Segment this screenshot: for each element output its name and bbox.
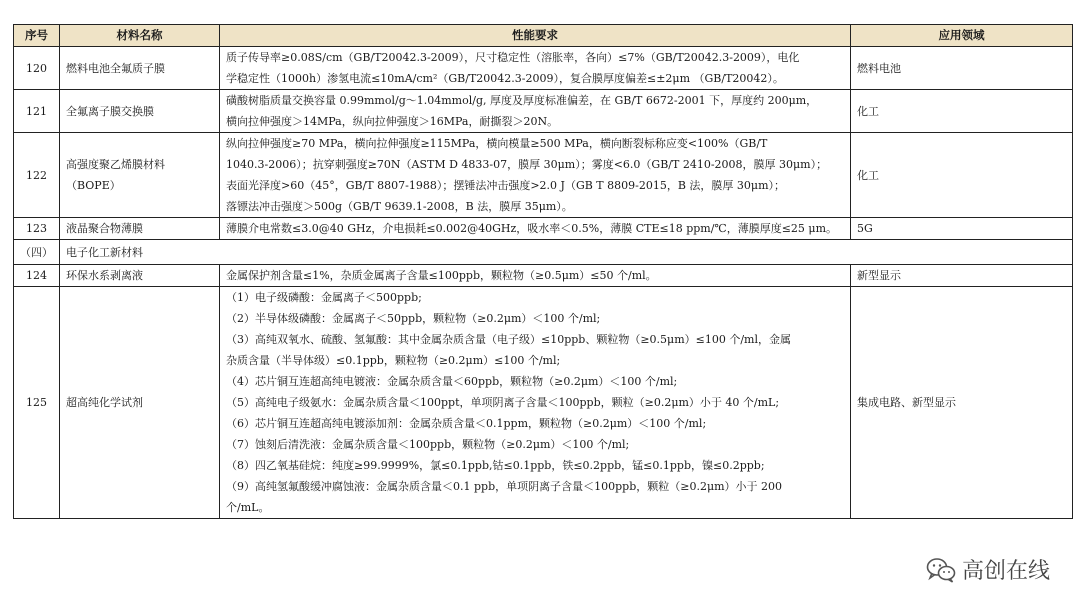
row-no: 124: [14, 265, 60, 287]
perf-line: 横向拉伸强度＞14MPa，纵向拉伸强度＞16MPa，耐撕裂＞20N。: [226, 115, 559, 128]
perf-line: 磺酸树脂质量交换容量 0.99mmol/g～1.04mmol/g, 厚度及厚度标准偏差，在 GB/T 6672-2001 下，厚度约 200μm，: [226, 94, 818, 107]
watermark: [926, 554, 1050, 585]
perf-line: （1）电子级磷酸：金属离子＜500ppb;: [226, 291, 422, 304]
material-name-line: （BOPE）: [66, 179, 121, 192]
perf-line: 个/mL。: [226, 501, 270, 514]
perf-line: （9）高纯氢氟酸缓冲腐蚀液：金属杂质含量＜0.1 ppb，单项阴离子含量＜100ppb，颗粒（≥0.2μm）小于 200: [226, 480, 783, 493]
row-application: 化工: [851, 90, 1073, 133]
row-no: 121: [14, 90, 60, 133]
perf-line: （6）芯片铜互连超高纯电镀添加剂：金属杂质含量＜0.1ppm，颗粒物（≥0.2μm）＜100 个/ml;: [226, 417, 707, 430]
table-header-row: [14, 25, 1073, 47]
row-no: 123: [14, 218, 60, 240]
perf-line: 落镖法冲击强度＞500g（GB/T 9639.1-2008，B 法，膜厚 35μm）。: [226, 200, 573, 213]
table-row: [14, 133, 1073, 218]
row-material-name: 燃料电池全氟质子膜: [60, 47, 220, 90]
row-material-name: 环保水系剥离液: [60, 265, 220, 287]
row-performance: [220, 90, 851, 133]
perf-line: （2）半导体级磷酸：金属离子＜50ppb，颗粒物（≥0.2μm）＜100 个/ml;: [226, 312, 601, 325]
header-no: 序号: [14, 25, 60, 47]
row-performance: [220, 218, 851, 240]
section-title: 电子化工新材料: [60, 240, 1073, 265]
table-row: [14, 90, 1073, 133]
row-material-name: 超高纯化学试剂: [60, 287, 220, 519]
row-application: 新型显示: [851, 265, 1073, 287]
row-no: 120: [14, 47, 60, 90]
row-application: 5G: [851, 218, 1073, 240]
row-no: 125: [14, 287, 60, 519]
row-application: 化工: [851, 133, 1073, 218]
section-no: （四）: [14, 240, 60, 265]
perf-line: （4）芯片铜互连超高纯电镀液：金属杂质含量＜60ppb，颗粒物（≥0.2μm）＜100 个/ml;: [226, 375, 678, 388]
header-name: 材料名称: [60, 25, 220, 47]
material-name-line: 高强度聚乙烯膜材料: [66, 158, 165, 171]
table-row: [14, 47, 1073, 90]
row-application: 燃料电池: [851, 47, 1073, 90]
row-material-name: 全氟离子膜交换膜: [60, 90, 220, 133]
header-performance: 性能要求: [220, 25, 851, 47]
perf-line: 表面光泽度>60（45°，GB/T 8807-1988）；摆锤法冲击强度>2.0 J（GB T 8809-2015，B 法，膜厚 30μm）；: [226, 179, 786, 192]
row-performance: [220, 47, 851, 90]
row-material-name: 液晶聚合物薄膜: [60, 218, 220, 240]
perf-line: （3）高纯双氧水、硫酸、氢氟酸：其中金属杂质含量（电子级）≤10ppb、颗粒物（≥0.5μm）≤100 个/ml，金属: [226, 333, 791, 346]
row-application: 集成电路、新型显示: [851, 287, 1073, 519]
perf-line: （5）高纯电子级氨水：金属杂质含量＜100ppt，单项阴离子含量＜100ppb，颗粒（≥0.2μm）小于 40 个/mL;: [226, 396, 780, 409]
perf-line: 学稳定性（1000h）渗氢电流≤10mA/cm²（GB/T20042.3-2009），复合膜厚度偏差≤±2μm （GB/T20042）。: [226, 72, 784, 85]
wechat-icon: [926, 557, 956, 583]
row-material-name: [60, 133, 220, 218]
perf-line: 杂质含量（半导体级）≤0.1ppb，颗粒物（≥0.2μm）≤100 个/ml;: [226, 354, 561, 367]
watermark-text: 高创在线: [961, 559, 1050, 584]
row-performance: [220, 287, 851, 519]
perf-line: 1040.3-2006）；抗穿刺强度≥70N（ASTM D 4833-07，膜厚 30μm）；雾度<6.0（GB/T 2410-2008，膜厚 30μm）；: [226, 158, 828, 171]
perf-line: 纵向拉伸强度≥70 MPa，横向拉伸强度≥115MPa，横向模量≥500 MPa，横向断裂标称应变<100%（GB/T: [226, 137, 768, 150]
perf-line: 金属保护剂含量≤1%，杂质金属离子含量≤100ppb，颗粒物（≥0.5μm）≤50 个/ml。: [226, 269, 657, 282]
row-performance: [220, 265, 851, 287]
perf-line: 质子传导率≥0.08S/cm（GB/T20042.3-2009），尺寸稳定性（溶胀率，各向）≤7%（GB/T20042.3-2009），电化: [226, 51, 800, 64]
header-application: 应用领域: [851, 25, 1073, 47]
perf-line: 薄膜介电常数≤3.0@40 GHz，介电损耗≤0.002@40GHz，吸水率＜0.5%，薄膜 CTE≤18 ppm/℃，薄膜厚度≤25 μm。: [226, 222, 838, 235]
row-performance: [220, 133, 851, 218]
table-row: [14, 287, 1073, 519]
perf-line: （7）蚀刻后清洗液：金属杂质含量＜100ppb，颗粒物（≥0.2μm）＜100 个/ml;: [226, 438, 630, 451]
table-row: [14, 218, 1073, 240]
perf-line: （8）四乙氧基硅烷：纯度≥99.9999%，氯≤0.1ppb,钴≤0.1ppb，铁≤0.2ppb，锰≤0.1ppb，镍≤0.2ppb;: [226, 459, 765, 472]
row-no: 122: [14, 133, 60, 218]
table-row: [14, 265, 1073, 287]
section-row: [14, 240, 1073, 265]
materials-table: [13, 24, 1073, 519]
